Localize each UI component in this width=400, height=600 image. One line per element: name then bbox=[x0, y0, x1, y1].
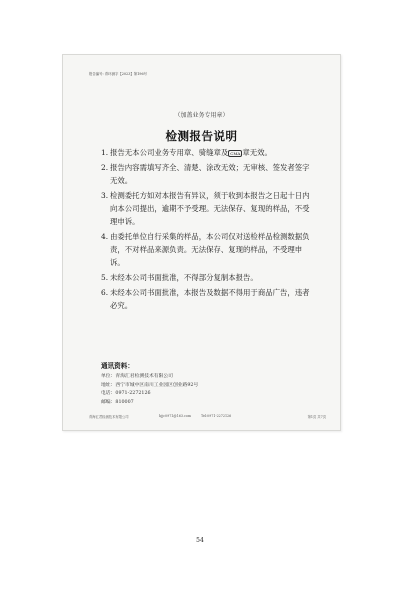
rule-text: 报告内容需填写齐全、清楚、涂改无效；无审核、签发者签字无效。 bbox=[110, 163, 310, 185]
contact-phone: 电话：0971-2272126 bbox=[101, 391, 151, 396]
footer-email: hjjc0971@163.com bbox=[159, 414, 191, 418]
report-page bbox=[62, 54, 341, 431]
rule-item bbox=[101, 230, 313, 269]
contact-address: 地址：西宁市城中区南川工业园区创业路92号 bbox=[101, 382, 199, 388]
footer-page-indicator: 第1页 共7页 bbox=[307, 415, 326, 419]
rule-text: 检测委托方如对本报告有异议，须于收到本报告之日起十日内向本公司提出，逾期不予受理。无法保存、复现的样品，不受理申诉。 bbox=[110, 191, 310, 226]
contact-postcode: 邮编：810007 bbox=[101, 399, 134, 405]
rule-number: 4. bbox=[101, 232, 109, 241]
rule-item bbox=[101, 286, 313, 312]
rule-item bbox=[101, 146, 313, 159]
rule-text: 报告无本公司业务专用章、骑缝章及 bbox=[110, 148, 229, 157]
footer-company: 青海汇君检测技术有限公司 bbox=[89, 415, 129, 419]
page-title: 检测报告说明 bbox=[165, 129, 238, 143]
rule-item bbox=[101, 189, 313, 228]
page-number: 54 bbox=[196, 537, 204, 544]
rule-text: 未经本公司书面批准，不得部分复制本报告。 bbox=[110, 273, 258, 282]
contact-info bbox=[101, 360, 301, 407]
contact-unit: 单位：青海汇君检测技术有限公司 bbox=[101, 374, 173, 379]
contact-title: 通讯资料： bbox=[101, 362, 134, 370]
rule-number: 6. bbox=[101, 288, 109, 297]
rule-text: 由委托单位自行采集的样品，本公司仅对送检样品检测数据负责，不对样品来源负责。无法保存、复现的样品，不受理申诉。 bbox=[110, 232, 310, 267]
rule-number: 5. bbox=[101, 273, 109, 282]
rule-number: 2. bbox=[101, 163, 109, 172]
cma-badge: CMA bbox=[230, 150, 241, 156]
rule-item bbox=[101, 161, 313, 187]
rule-number: 1. bbox=[101, 148, 109, 157]
report-number: 报告编号: 青环测字【2023】第196号 bbox=[89, 72, 148, 76]
stamp-note: （加盖业务专用章） bbox=[174, 112, 229, 119]
rule-text: 未经本公司书面批准，本报告及数据不得用于商品广告，违者必究。 bbox=[110, 288, 310, 310]
footer-tel: Tel:0971-2272126 bbox=[201, 414, 232, 418]
rules-list bbox=[101, 146, 313, 314]
rule-number: 3. bbox=[101, 191, 109, 200]
rule-text: 章无效。 bbox=[242, 148, 272, 157]
rule-item bbox=[101, 271, 313, 284]
page-footer bbox=[89, 414, 326, 422]
